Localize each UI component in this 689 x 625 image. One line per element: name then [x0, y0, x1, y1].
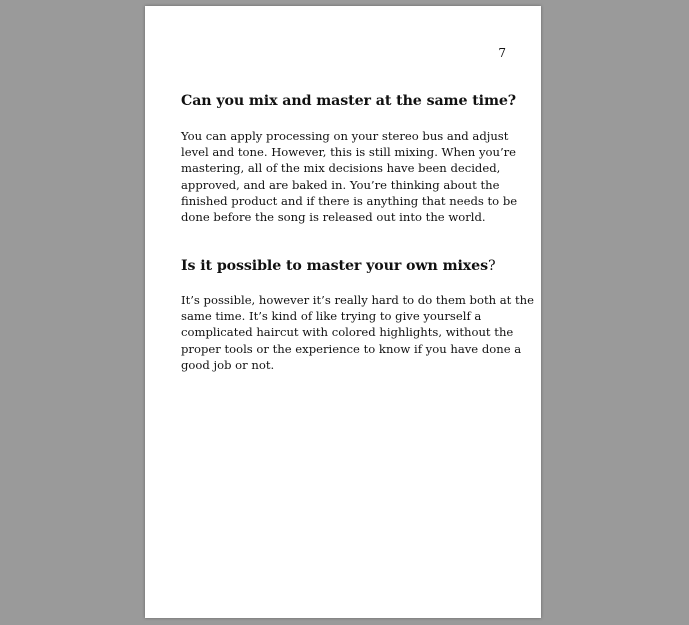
- section-heading-text: Is it possible to master your own mixes: [181, 258, 488, 274]
- paragraph-line: done before the song is released out into the world.: [181, 210, 486, 225]
- paragraph-line: good job or not.: [181, 357, 275, 372]
- paragraph-line: You can apply processing on your stereo bus and adjust: [181, 129, 509, 143]
- paragraph-line: proper tools or the experience to know if you have done a: [181, 341, 522, 356]
- paragraph-line: level and tone. However, this is still mixing. When you’re: [181, 145, 517, 160]
- section-heading: [181, 93, 516, 109]
- section-heading-text: Can you mix and master at the same time?: [181, 93, 517, 109]
- paragraph-line: finished product and if there is anything that needs to be: [181, 193, 518, 208]
- paragraph-line: It’s possible, however it’s really hard to do them both at the: [181, 293, 535, 307]
- section-heading: [181, 258, 495, 274]
- section-paragraph: [181, 128, 518, 225]
- paragraph-line: same time. It’s kind of like trying to give yourself a: [181, 309, 482, 324]
- section-heading-punctuation: ?: [487, 258, 496, 274]
- paragraph-line: mastering, all of the mix decisions have been decided,: [181, 161, 501, 176]
- paragraph-line: approved, and are baked in. You’re thinking about the: [181, 177, 500, 192]
- document-page: [145, 6, 541, 618]
- paragraph-line: complicated haircut with colored highlights, without the: [181, 325, 514, 340]
- section-paragraph: [181, 292, 535, 373]
- page-number: 7: [498, 46, 506, 60]
